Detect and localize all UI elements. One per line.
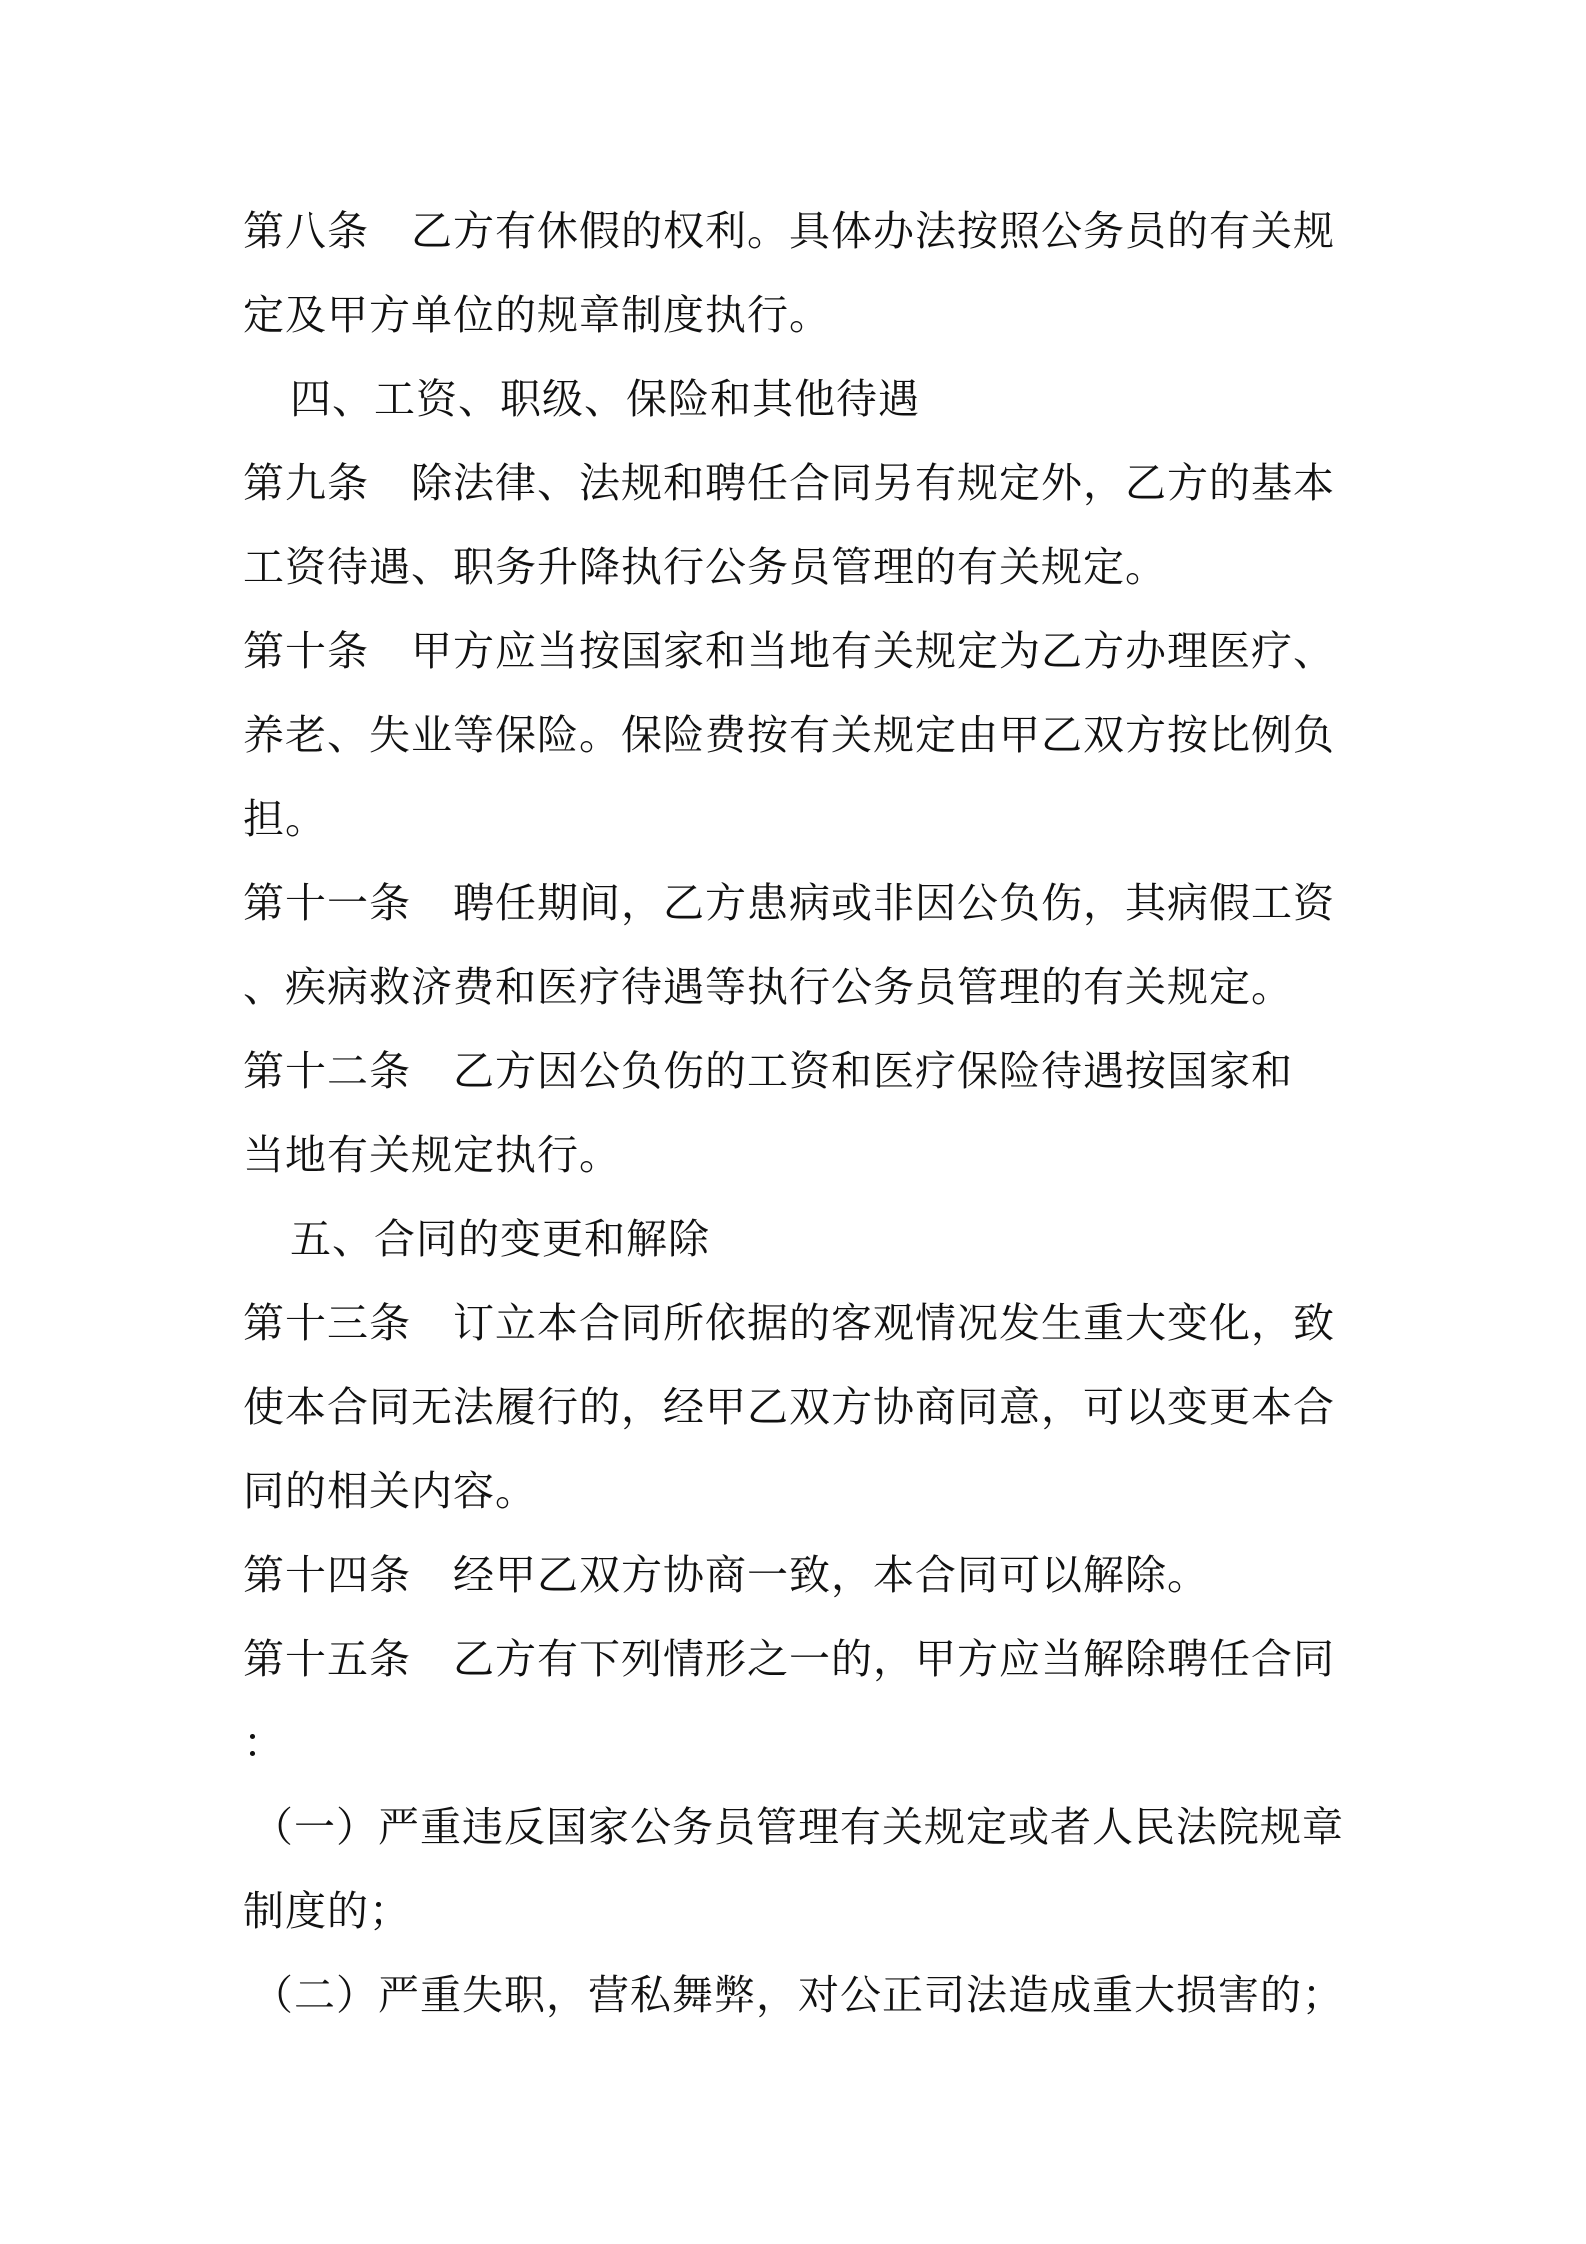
clause-1-line-1: （一）严重违反国家公务员管理有关规定或者人民法院规章: [252, 1803, 1344, 1851]
article-10-line-3: 担。: [243, 795, 327, 843]
article-11-line-1: 第十一条 聘任期间，乙方患病或非因公负伤，其病假工资: [243, 879, 1335, 927]
article-15-line-2: ：: [243, 1719, 285, 1767]
section-4-heading: 四、工资、职级、保险和其他待遇: [290, 375, 920, 423]
section-5-heading: 五、合同的变更和解除: [290, 1215, 710, 1263]
article-12-line-2: 当地有关规定执行。: [243, 1131, 621, 1179]
clause-2-line-1: （二）严重失职，营私舞弊，对公正司法造成重大损害的；: [252, 1971, 1344, 2019]
article-10-line-1: 第十条 甲方应当按国家和当地有关规定为乙方办理医疗、: [243, 627, 1335, 675]
article-12-line-1: 第十二条 乙方因公负伤的工资和医疗保险待遇按国家和: [243, 1047, 1293, 1095]
article-8-line-1: 第八条 乙方有休假的权利。具体办法按照公务员的有关规: [243, 207, 1335, 255]
article-15-line-1: 第十五条 乙方有下列情形之一的，甲方应当解除聘任合同: [243, 1635, 1335, 1683]
article-8-line-2: 定及甲方单位的规章制度执行。: [243, 291, 831, 339]
article-14-line-1: 第十四条 经甲乙双方协商一致，本合同可以解除。: [243, 1551, 1209, 1599]
article-13-line-2: 使本合同无法履行的，经甲乙双方协商同意，可以变更本合: [243, 1383, 1335, 1431]
article-13-line-3: 同的相关内容。: [243, 1467, 537, 1515]
clause-1-line-2: 制度的；: [243, 1887, 411, 1935]
article-11-line-2: 、疾病救济费和医疗待遇等执行公务员管理的有关规定。: [243, 963, 1293, 1011]
article-10-line-2: 养老、失业等保险。保险费按有关规定由甲乙双方按比例负: [243, 711, 1335, 759]
article-9-line-1: 第九条 除法律、法规和聘任合同另有规定外，乙方的基本: [243, 459, 1335, 507]
article-13-line-1: 第十三条 订立本合同所依据的客观情况发生重大变化，致: [243, 1299, 1335, 1347]
article-9-line-2: 工资待遇、职务升降执行公务员管理的有关规定。: [243, 543, 1167, 591]
